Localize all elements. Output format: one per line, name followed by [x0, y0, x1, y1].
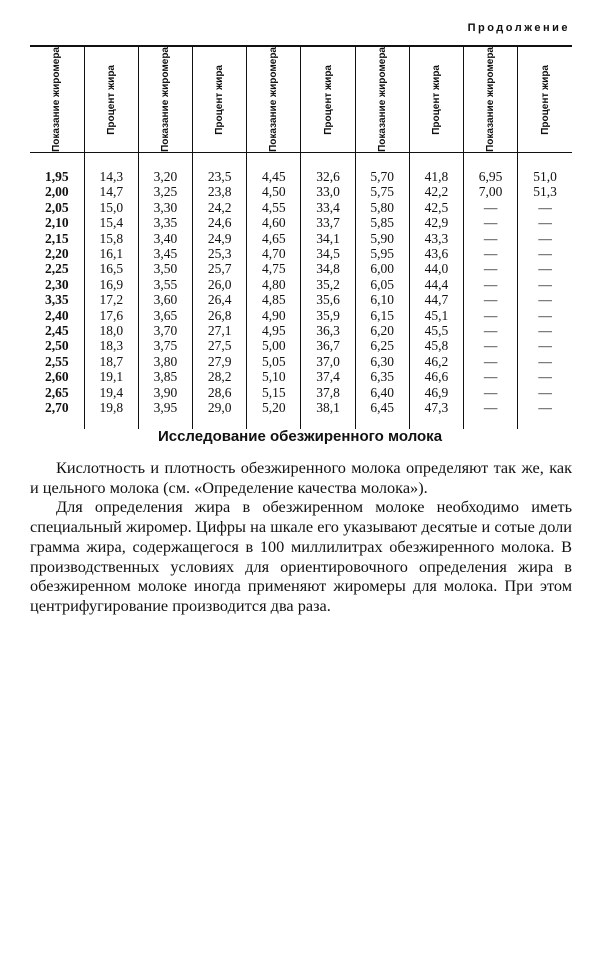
- column-header-label: Процент жира: [539, 64, 551, 135]
- table-row: [30, 385, 572, 400]
- table-cell: 24,6: [193, 215, 247, 230]
- table-cell: 2,65: [45, 384, 69, 400]
- table-cell: —: [464, 369, 518, 384]
- table-cell: 44,7: [409, 292, 463, 307]
- table-cell: 19,4: [84, 385, 138, 400]
- table-cell: 6,30: [355, 354, 409, 369]
- table-cell: 37,0: [301, 354, 355, 369]
- column-header-label: Процент жира: [430, 64, 442, 135]
- table-cell: 38,1: [301, 400, 355, 429]
- table-cell: 5,70: [355, 152, 409, 184]
- table-cell: 6,35: [355, 369, 409, 384]
- table-cell: 25,3: [193, 246, 247, 261]
- table-cell: 4,75: [247, 261, 301, 276]
- column-header: [138, 46, 192, 152]
- table-cell: 24,2: [193, 200, 247, 215]
- table-cell: —: [464, 292, 518, 307]
- table-cell: 46,6: [409, 369, 463, 384]
- table-cell: 4,95: [247, 323, 301, 338]
- table-cell: 3,25: [138, 184, 192, 199]
- table-cell: —: [518, 200, 572, 215]
- table-cell: 2,50: [45, 338, 69, 354]
- table-cell: 2,15: [45, 230, 69, 246]
- table-cell: 42,2: [409, 184, 463, 199]
- column-header-label: Показание жиромера: [159, 47, 171, 152]
- table-row: [30, 200, 572, 215]
- table-cell: 2,45: [45, 322, 69, 338]
- table-cell: 2,00: [45, 184, 69, 200]
- table-cell: 17,6: [84, 308, 138, 323]
- table-cell: 15,8: [84, 231, 138, 246]
- table-cell: 3,50: [138, 261, 192, 276]
- table-cell: 6,05: [355, 277, 409, 292]
- table-cell: 6,45: [355, 400, 409, 429]
- table-cell: 51,3: [518, 184, 572, 199]
- table-cell: 27,5: [193, 338, 247, 353]
- table-cell: 19,1: [84, 369, 138, 384]
- table-cell: 28,6: [193, 385, 247, 400]
- table-row: [30, 231, 572, 246]
- table-cell: 7,00: [464, 184, 518, 199]
- table-cell: 5,75: [355, 184, 409, 199]
- table-cell: 5,85: [355, 215, 409, 230]
- table-cell: 2,60: [45, 369, 69, 385]
- table-cell: 6,10: [355, 292, 409, 307]
- table-cell: 1,95: [45, 168, 69, 184]
- table-row: [30, 369, 572, 384]
- table-cell: 3,70: [138, 323, 192, 338]
- table-cell: 5,15: [247, 385, 301, 400]
- table-cell: 51,0: [518, 152, 572, 184]
- table-cell: 16,1: [84, 246, 138, 261]
- table-cell: 34,8: [301, 261, 355, 276]
- table-cell: 3,90: [138, 385, 192, 400]
- table-cell: —: [464, 200, 518, 215]
- table-cell: 18,7: [84, 354, 138, 369]
- table-cell: 36,7: [301, 338, 355, 353]
- fat-conversion-table-container: [30, 45, 572, 429]
- table-cell: 46,9: [409, 385, 463, 400]
- table-cell: —: [518, 308, 572, 323]
- table-row: [30, 338, 572, 353]
- column-header: [247, 46, 301, 152]
- table-cell: 19,8: [84, 400, 138, 429]
- table-cell: 41,8: [409, 152, 463, 184]
- table-row: [30, 354, 572, 369]
- table-cell: 5,10: [247, 369, 301, 384]
- table-cell: 35,9: [301, 308, 355, 323]
- table-cell: 3,95: [138, 400, 192, 429]
- table-cell: 46,2: [409, 354, 463, 369]
- table-row: [30, 184, 572, 199]
- column-header-label: Процент жира: [214, 64, 226, 135]
- table-cell: —: [464, 231, 518, 246]
- table-cell: 33,0: [301, 184, 355, 199]
- table-cell: 3,55: [138, 277, 192, 292]
- table-cell: —: [518, 246, 572, 261]
- column-header: [301, 46, 355, 152]
- table-cell: 3,35: [45, 292, 69, 308]
- table-cell: 5,80: [355, 200, 409, 215]
- table-cell: —: [464, 215, 518, 230]
- column-header-label: Показание жиромера: [485, 47, 497, 152]
- section-heading: Исследование обезжиренного молока: [157, 428, 443, 445]
- column-header-label: Показание жиромера: [376, 47, 388, 152]
- table-cell: 33,7: [301, 215, 355, 230]
- table-cell: —: [518, 400, 572, 429]
- paragraph: Для определения жира в обезжиренном молоке необходимо иметь специальный жиромер. Цифры на шкале его указывают десятые и сотые доли грамма жира, содержащегося в 100 миллилитрах обезжиренного молока. В производственных условиях для ориентировочного определения жира в обезжиренном молоке иногда применяют жиромеры для молока. При этом центрифугирование производится два раза.: [30, 497, 572, 615]
- table-cell: —: [518, 385, 572, 400]
- table-cell: 26,0: [193, 277, 247, 292]
- table-cell: —: [464, 338, 518, 353]
- table-cell: 35,2: [301, 277, 355, 292]
- table-cell: 29,0: [193, 400, 247, 429]
- table-cell: 18,0: [84, 323, 138, 338]
- table-cell: 5,05: [247, 354, 301, 369]
- table-cell: —: [464, 246, 518, 261]
- table-cell: 3,80: [138, 354, 192, 369]
- table-cell: 47,3: [409, 400, 463, 429]
- table-cell: —: [464, 385, 518, 400]
- table-cell: 15,0: [84, 200, 138, 215]
- table-cell: —: [518, 338, 572, 353]
- table-cell: —: [518, 369, 572, 384]
- table-cell: 14,7: [84, 184, 138, 199]
- table-cell: 2,25: [45, 261, 69, 277]
- table-cell: 27,9: [193, 354, 247, 369]
- table-cell: 3,30: [138, 200, 192, 215]
- table-cell: 36,3: [301, 323, 355, 338]
- table-cell: 2,20: [45, 245, 69, 261]
- table-cell: 37,4: [301, 369, 355, 384]
- paragraph: Кислотность и плотность обезжиренного молока определяют так же, как и цельного молока (см. «Определение качества молока»).: [30, 458, 572, 497]
- table-cell: 2,40: [45, 307, 69, 323]
- table-cell: 3,75: [138, 338, 192, 353]
- table-cell: 5,00: [247, 338, 301, 353]
- table-cell: 4,85: [247, 292, 301, 307]
- table-cell: 3,20: [138, 152, 192, 184]
- section-text: [30, 458, 572, 616]
- table-cell: —: [464, 261, 518, 276]
- table-cell: 4,90: [247, 308, 301, 323]
- table-cell: 5,20: [247, 400, 301, 429]
- table-cell: —: [464, 400, 518, 429]
- table-cell: —: [464, 354, 518, 369]
- table-cell: 34,5: [301, 246, 355, 261]
- table-cell: —: [464, 277, 518, 292]
- table-cell: 32,6: [301, 152, 355, 184]
- table-cell: —: [518, 261, 572, 276]
- table-cell: 43,6: [409, 246, 463, 261]
- table-row: [30, 152, 572, 184]
- table-cell: 3,45: [138, 246, 192, 261]
- table-cell: 4,45: [247, 152, 301, 184]
- table-cell: 6,20: [355, 323, 409, 338]
- table-row: [30, 261, 572, 276]
- table-cell: 5,90: [355, 231, 409, 246]
- table-cell: 28,2: [193, 369, 247, 384]
- continuation-label: Продолжение: [467, 22, 570, 34]
- table-cell: 26,4: [193, 292, 247, 307]
- table-cell: —: [518, 292, 572, 307]
- table-header-row: [30, 46, 572, 152]
- table-cell: 17,2: [84, 292, 138, 307]
- table-row: [30, 308, 572, 323]
- table-cell: 16,5: [84, 261, 138, 276]
- table-cell: 23,5: [193, 152, 247, 184]
- column-header-label: Показание жиромера: [51, 47, 63, 152]
- fat-conversion-table: [30, 45, 572, 429]
- table-cell: —: [464, 323, 518, 338]
- table-cell: 45,1: [409, 308, 463, 323]
- column-header: [355, 46, 409, 152]
- column-header: [84, 46, 138, 152]
- table-cell: 14,3: [84, 152, 138, 184]
- table-cell: 3,65: [138, 308, 192, 323]
- table-cell: 2,30: [45, 276, 69, 292]
- table-cell: 15,4: [84, 215, 138, 230]
- table-cell: 4,50: [247, 184, 301, 199]
- column-header-label: Процент жира: [105, 64, 117, 135]
- table-cell: 45,8: [409, 338, 463, 353]
- table-cell: 45,5: [409, 323, 463, 338]
- table-cell: 23,8: [193, 184, 247, 199]
- table-cell: —: [518, 231, 572, 246]
- table-cell: 33,4: [301, 200, 355, 215]
- table-cell: 3,35: [138, 215, 192, 230]
- table-cell: 35,6: [301, 292, 355, 307]
- table-cell: —: [464, 308, 518, 323]
- table-cell: 4,80: [247, 277, 301, 292]
- table-cell: 4,70: [247, 246, 301, 261]
- table-cell: 5,95: [355, 246, 409, 261]
- table-cell: 3,85: [138, 369, 192, 384]
- table-cell: 34,1: [301, 231, 355, 246]
- column-header: [193, 46, 247, 152]
- table-cell: 6,95: [464, 152, 518, 184]
- table-row: [30, 215, 572, 230]
- table-cell: —: [518, 323, 572, 338]
- table-cell: 42,9: [409, 215, 463, 230]
- table-cell: 25,7: [193, 261, 247, 276]
- column-header: [518, 46, 572, 152]
- table-cell: 4,65: [247, 231, 301, 246]
- table-cell: 44,4: [409, 277, 463, 292]
- table-cell: 4,55: [247, 200, 301, 215]
- table-cell: 3,60: [138, 292, 192, 307]
- table-cell: 18,3: [84, 338, 138, 353]
- table-cell: 37,8: [301, 385, 355, 400]
- column-header: [409, 46, 463, 152]
- table-cell: 6,40: [355, 385, 409, 400]
- table-cell: 3,40: [138, 231, 192, 246]
- table-cell: 6,00: [355, 261, 409, 276]
- table-row: [30, 277, 572, 292]
- table-cell: 27,1: [193, 323, 247, 338]
- table-cell: —: [518, 215, 572, 230]
- table-cell: 2,70: [45, 399, 69, 415]
- table-row: [30, 400, 572, 429]
- table-row: [30, 292, 572, 307]
- table-cell: 26,8: [193, 308, 247, 323]
- table-cell: 16,9: [84, 277, 138, 292]
- column-header: [464, 46, 518, 152]
- table-cell: 2,05: [45, 199, 69, 215]
- column-header-label: Процент жира: [322, 64, 334, 135]
- table-cell: 4,60: [247, 215, 301, 230]
- column-header: [30, 46, 84, 152]
- table-cell: —: [518, 277, 572, 292]
- table-body: [30, 152, 572, 429]
- table-cell: —: [518, 354, 572, 369]
- table-cell: 6,15: [355, 308, 409, 323]
- table-cell: 44,0: [409, 261, 463, 276]
- table-cell: 24,9: [193, 231, 247, 246]
- table-cell: 6,25: [355, 338, 409, 353]
- table-cell: 43,3: [409, 231, 463, 246]
- table-row: [30, 323, 572, 338]
- table-cell: 42,5: [409, 200, 463, 215]
- column-header-label: Показание жиромера: [268, 47, 280, 152]
- table-cell: 2,10: [45, 215, 69, 231]
- table-row: [30, 246, 572, 261]
- table-cell: 2,55: [45, 353, 69, 369]
